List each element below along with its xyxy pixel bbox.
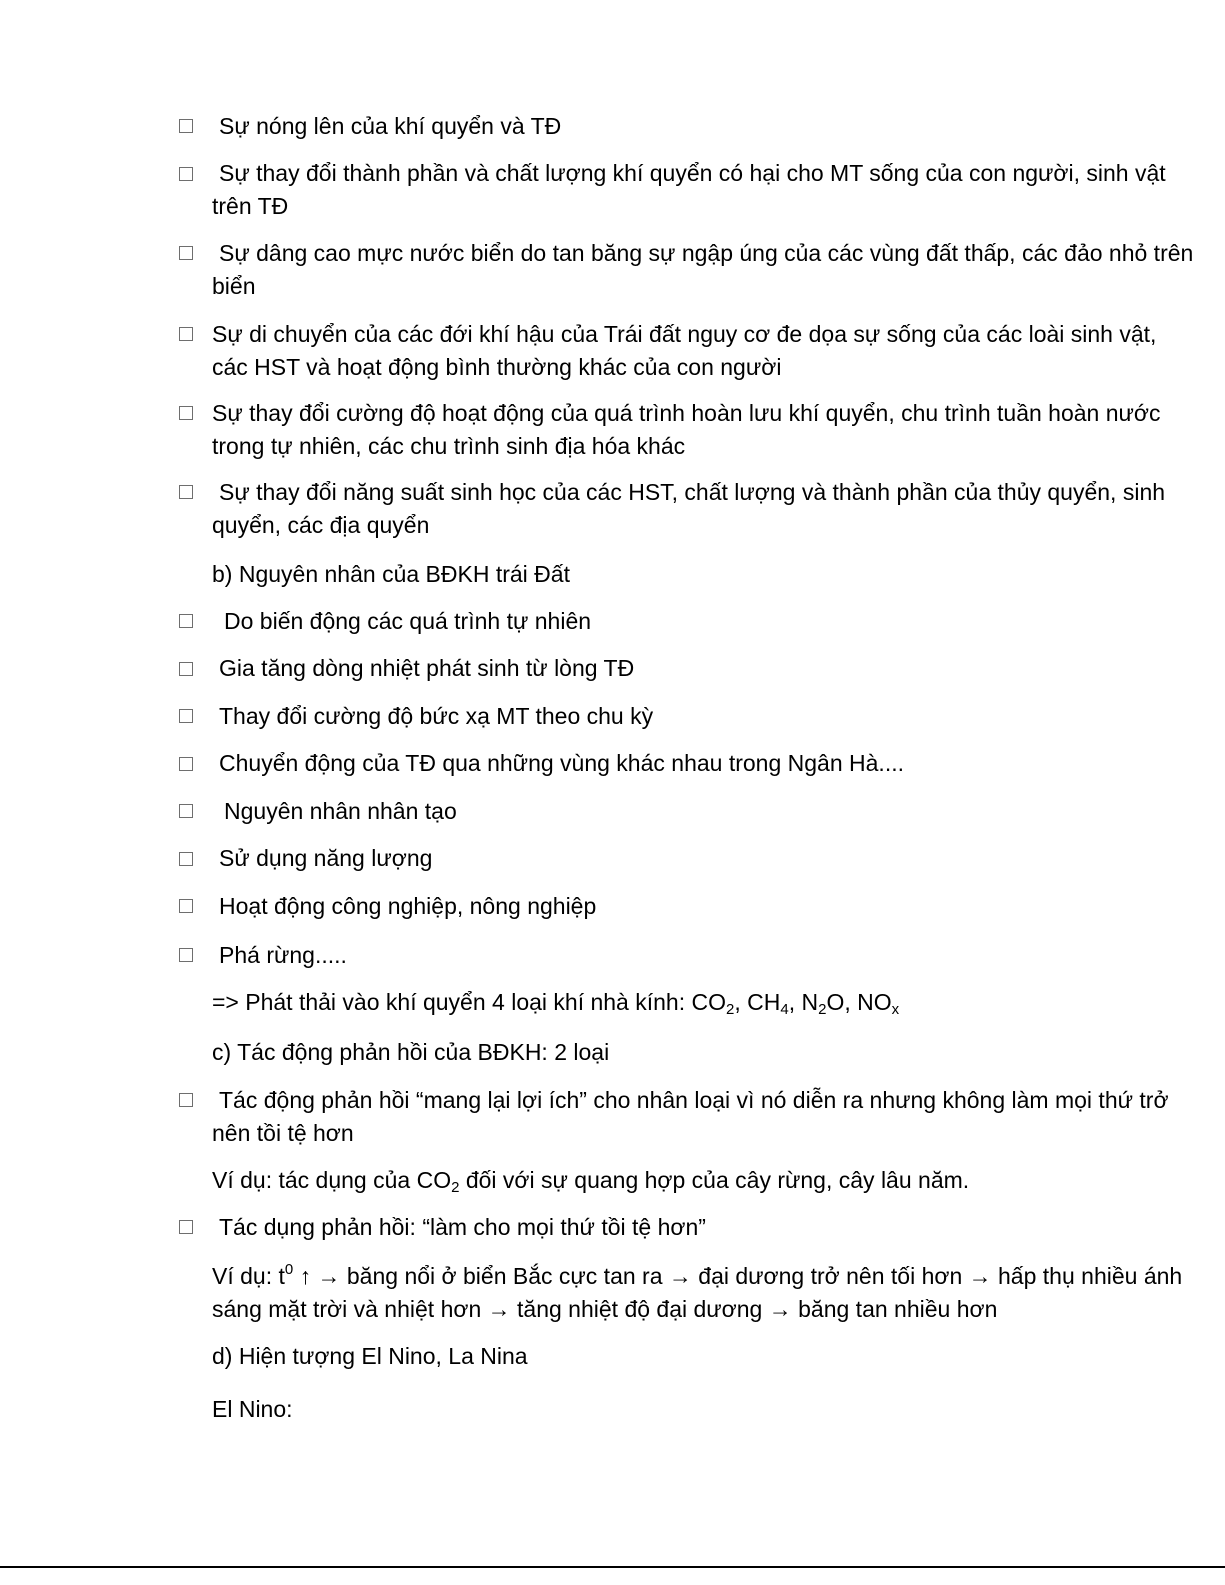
bullet-item: Do biến động các quá trình tự nhiên: [224, 608, 592, 634]
bullet-item: Tác dụng phản hồi: “làm cho mọi thứ tồi tệ hơn”: [219, 1214, 706, 1240]
bullet-box-icon: [179, 614, 193, 628]
bullet-item: Phá rừng.....: [219, 942, 347, 968]
bullet-box-icon: [179, 485, 193, 499]
page-bottom-divider: [0, 1566, 1225, 1568]
bullet-item: Sự thay đổi năng suất sinh học của các HST, chất lượng và thành phần của thủy quyển, sinh quyển, các địa quyển: [212, 479, 1166, 538]
bullet-box-icon: [179, 852, 193, 866]
gas-n2o: $N_2O$: [801, 989, 845, 1018]
gas-ch4: $CH_4$: [747, 989, 789, 1018]
bullet-box-icon: [179, 327, 193, 341]
bullet-box-icon: [179, 1093, 193, 1107]
bullet-box-icon: [179, 1220, 193, 1234]
greenhouse-gases-line: => Phát thải vào khí quyển 4 loại khí nhà kính: $CO_2$, $CH_4$, $N_2O$, $NO_x$: [212, 989, 900, 1018]
bullet-item: Tác động phản hồi “mang lại lợi ích” cho nhân loại vì nó diễn ra nhưng không làm mọi thứ trở nên tồi tệ hơn: [212, 1087, 1169, 1146]
bullet-box-icon: [179, 406, 193, 420]
section-b-heading: b) Nguyên nhân của BĐKH trái Đất: [212, 561, 570, 587]
bullet-box-icon: [179, 757, 193, 771]
bullet-box-icon: [179, 246, 193, 260]
bullet-item: Sự dâng cao mực nước biển do tan băng sự ngập úng của các vùng đất thấp, các đảo nhỏ trên biển: [212, 240, 1194, 299]
bullet-box-icon: [179, 709, 193, 723]
bullet-item: Hoạt động công nghiệp, nông nghiệp: [219, 893, 597, 919]
section-c-heading: c) Tác động phản hồi của BĐKH: 2 loại: [212, 1039, 610, 1065]
example-2: Ví dụ: $t^0$ ↑ → băng nổi ở biển Bắc cực tan ra → đại dương trở nên tối hơn → hấp thụ nhiều ánh sáng mặt trời và nhiệt hơn → tăng nhiệt độ đại dương → băng tan nhiều hơn: [212, 1261, 1183, 1322]
bullet-item: Sự thay đổi thành phần và chất lượng khí quyển có hại cho MT sống của con người, sinh vật trên TĐ: [212, 160, 1166, 219]
bullet-item: Chuyển động của TĐ qua những vùng khác nhau trong Ngân Hà....: [219, 750, 904, 776]
bullet-box-icon: [179, 167, 193, 181]
gas-nox: $NO_x$: [857, 989, 900, 1018]
gas-co2: $CO_2$: [691, 989, 735, 1018]
bullet-item: Gia tăng dòng nhiệt phát sinh từ lòng TĐ: [219, 655, 635, 681]
bullet-item: Thay đổi cường độ bức xạ MT theo chu kỳ: [219, 703, 654, 729]
bullet-box-icon: [179, 662, 193, 676]
bullet-item: Sự di chuyển của các đới khí hậu của Trái đất nguy cơ đe dọa sự sống của các loài sinh vật, các HST và hoạt động bình thường khác của con người: [212, 321, 1157, 380]
bullet-item: Sự nóng lên của khí quyển và TĐ: [219, 113, 562, 139]
section-d-heading: d) Hiện tượng El Nino, La Nina: [212, 1343, 528, 1369]
bullet-box-icon: [179, 899, 193, 913]
example-1: Ví dụ: tác dụng của $CO_2$ đối với sự quang hợp của cây rừng, cây lâu năm.: [212, 1167, 970, 1196]
bullet-item: Sử dụng năng lượng: [219, 845, 433, 871]
bullet-box-icon: [179, 804, 193, 818]
bullet-box-icon: [179, 119, 193, 133]
el-nino-label: El Nino:: [212, 1396, 293, 1422]
bullet-item: Nguyên nhân nhân tạo: [224, 798, 457, 824]
bullet-item: Sự thay đổi cường độ hoạt động của quá trình hoàn lưu khí quyển, chu trình tuần hoàn nước trong tự nhiên, các chu trình sinh địa hóa khác: [212, 400, 1161, 459]
bullet-box-icon: [179, 948, 193, 962]
